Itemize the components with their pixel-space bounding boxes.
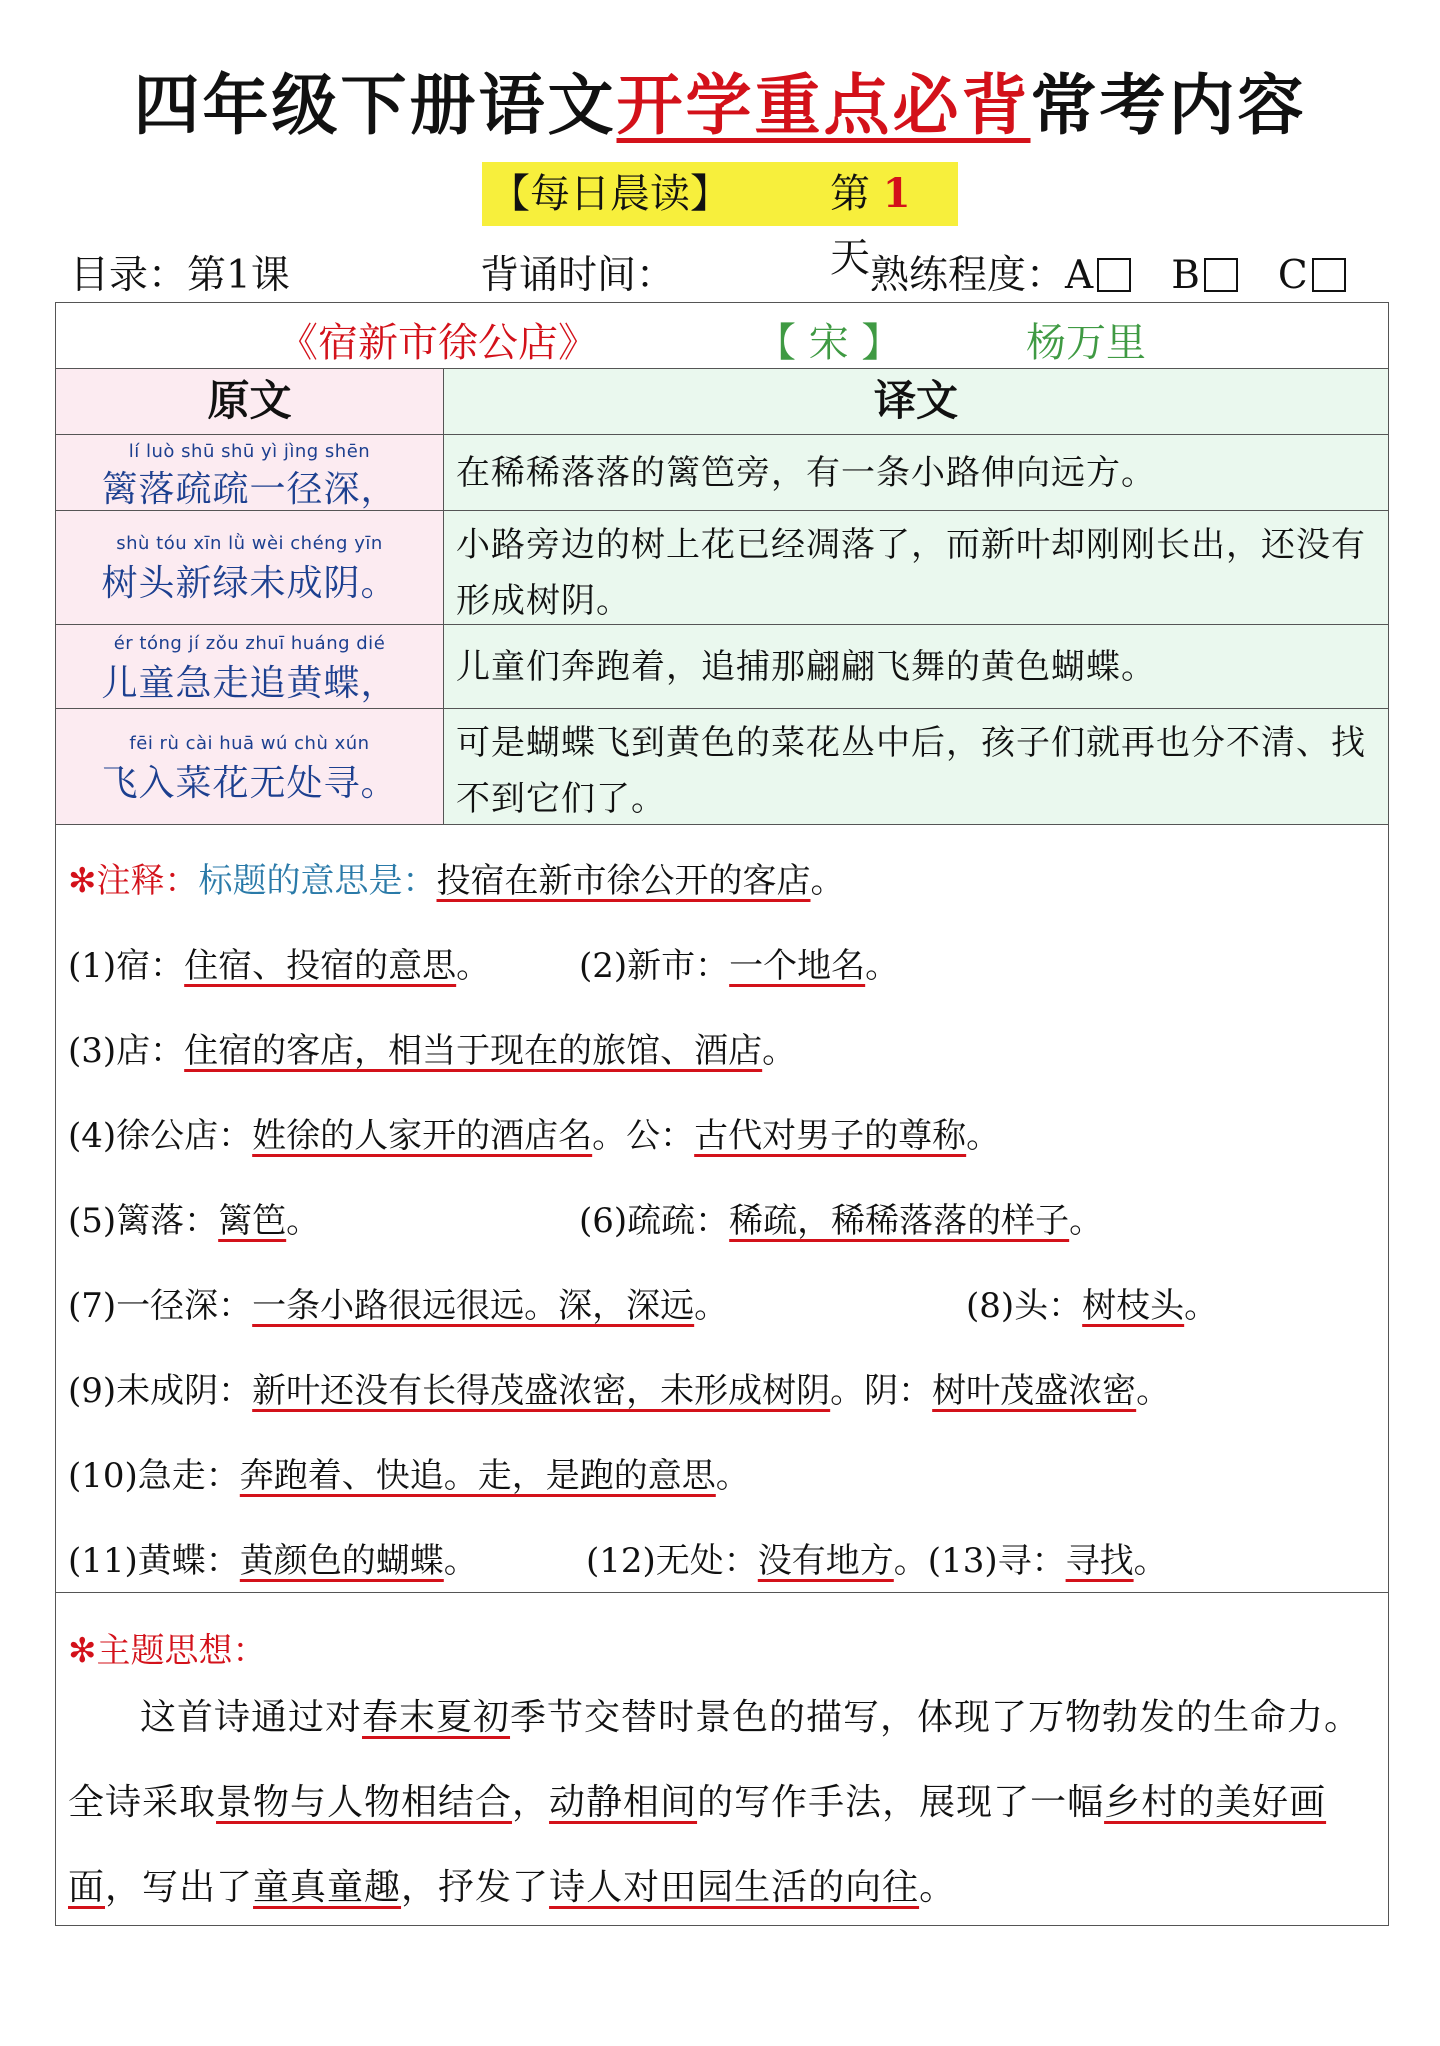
column-header-row xyxy=(56,369,1388,435)
translation-text: 在稀稀落落的篱笆旁，有一条小路伸向远方。 xyxy=(456,453,1156,493)
translation-cell xyxy=(444,435,1388,510)
poem-line: 飞入菜花无处寻。 xyxy=(101,763,398,804)
morning-reading-label: 【每日晨读】 xyxy=(490,171,730,217)
notes-section xyxy=(56,825,1388,1593)
poem-line-row xyxy=(56,625,1388,709)
poem-line: 树头新绿未成阴。 xyxy=(101,563,398,604)
pinyin: shù tóu xīn lǜ wèi chéng yīn xyxy=(116,533,383,554)
original-cell xyxy=(56,435,444,510)
translation-text: 小路旁边的树上花已经凋落了，而新叶却刚刚长出，还没有形成树阴。 xyxy=(456,525,1366,621)
note-item: (12)无处：没有地方。(13)寻：寻找。 xyxy=(586,1541,1168,1581)
note-item: (10)急走：奔跑着、快追。走，是跑的意思。 xyxy=(68,1456,750,1496)
col-translation-header: 译文 xyxy=(444,369,1388,434)
translation-text: 儿童们奔跑着，追捕那翩翩飞舞的黄色蝴蝶。 xyxy=(456,647,1156,687)
option-a-checkbox[interactable] xyxy=(1097,258,1131,292)
original-cell xyxy=(56,709,444,824)
note-item: (2)新市：一个地名。 xyxy=(579,946,900,986)
poem-sheet xyxy=(55,302,1389,1926)
option-b-label: B xyxy=(1171,253,1200,298)
poem-title-row xyxy=(56,303,1388,369)
translation-cell xyxy=(444,511,1388,624)
asterisk-icon: ✻ xyxy=(68,861,97,901)
translation-text: 可是蝴蝶飞到黄色的菜花丛中后，孩子们就再也分不清、找不到它们了。 xyxy=(456,723,1366,819)
note-item: (9)未成阴：新叶还没有长得茂盛浓密，未形成树阴。阴：树叶茂盛浓密。 xyxy=(68,1371,1171,1411)
original-cell xyxy=(56,625,444,708)
recite-time-label: 背诵时间： xyxy=(480,253,676,298)
note-item: (5)篱落：篱笆。 xyxy=(68,1201,321,1241)
poem-title: 《宿新市徐公店》 xyxy=(278,320,598,366)
note-item: (8)头：树枝头。 xyxy=(966,1286,1219,1326)
poem-author: 杨万里 xyxy=(1026,320,1146,366)
theme-paragraph: 这首诗通过对春末夏初季节交替时景色的描写，体现了万物勃发的生命力。全诗采取景物与人物相结合，动静相间的写作手法，展现了一幅乡村的美好画面，写出了童真童趣，抒发了诗人对田园生活的向往。 xyxy=(68,1697,1362,1908)
poem-line-row xyxy=(56,709,1388,825)
pinyin: lí luò shū shū yì jìng shēn xyxy=(128,441,371,462)
page-title: 四年级下册语文开学重点必背常考内容 xyxy=(133,66,1307,144)
translation-cell xyxy=(444,709,1388,824)
note-item: (3)店：住宿的客店，相当于现在的旅馆、酒店。 xyxy=(68,1031,797,1071)
poem-dynasty: 【 宋 】 xyxy=(756,320,902,366)
poem-line: 儿童急走追黄蝶， xyxy=(101,663,398,704)
asterisk-icon: ✻ xyxy=(68,1631,97,1671)
option-b-checkbox[interactable] xyxy=(1204,258,1238,292)
note-item: (6)疏疏：稀疏，稀稀落落的样子。 xyxy=(579,1201,1104,1241)
notes-title-line: ✻注释：标题的意思是：投宿在新市徐公开的客店。 xyxy=(68,861,845,901)
theme-title: ✻主题思想： xyxy=(68,1631,267,1671)
note-item: (4)徐公店：姓徐的人家开的酒店名。公：古代对男子的尊称。 xyxy=(68,1116,1001,1156)
poem-line-row xyxy=(56,511,1388,625)
proficiency-row: 熟练程度：A B C xyxy=(870,244,1346,300)
option-c-checkbox[interactable] xyxy=(1312,258,1346,292)
catalog-label: 目录：第1课 xyxy=(70,253,290,298)
pinyin: fēi rù cài huā wú chù xún xyxy=(129,733,370,754)
translation-cell xyxy=(444,625,1388,708)
option-a-label: A xyxy=(1065,253,1094,298)
theme-section xyxy=(56,1593,1388,1925)
pinyin: ér tóng jí zǒu zhuī huáng dié xyxy=(113,633,386,654)
day-label: 第 1 天 xyxy=(830,170,911,281)
option-c-label: C xyxy=(1277,253,1308,298)
original-cell xyxy=(56,511,444,624)
title-highlight: 开学重点必背 xyxy=(616,66,1031,144)
poem-line: 篱落疏疏一径深， xyxy=(101,469,398,510)
poem-line-row xyxy=(56,435,1388,511)
note-item: (11)黄蝶：黄颜色的蝴蝶。 xyxy=(68,1541,478,1581)
col-original-header: 原文 xyxy=(56,369,444,434)
note-item: (7)一径深：一条小路很远很远。深，深远。 xyxy=(68,1286,729,1326)
note-item: (1)宿：住宿、投宿的意思。 xyxy=(68,946,491,986)
